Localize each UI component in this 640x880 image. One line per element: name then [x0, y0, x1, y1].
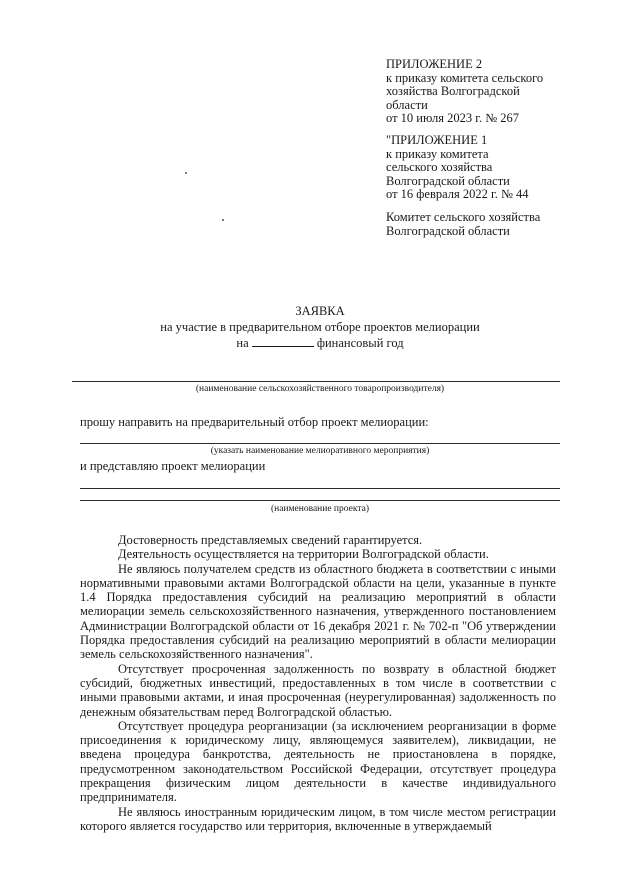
measure-fill-line[interactable]: [80, 443, 560, 444]
appendix-1-line: Волгоградской области: [386, 173, 510, 188]
present-text: и представляю проект мелиорации: [80, 459, 266, 473]
declarations-body: [80, 533, 556, 833]
project-fill-line-1[interactable]: [80, 488, 560, 489]
year-prefix: на: [236, 336, 249, 350]
appendix-1-block: [386, 134, 586, 202]
appendix-2-line: ПРИЛОЖЕНИЕ 2: [386, 57, 483, 71]
producer-caption: (наименование сельскохозяйственного товаропроизводителя): [195, 384, 445, 394]
declaration-paragraph: Деятельность осуществляется на территории Волгоградской области.: [118, 547, 489, 562]
appendix-2-line: к приказу комитета сельского: [386, 70, 544, 85]
year-blank[interactable]: [252, 346, 314, 347]
form-title: ЗАЯВКА: [295, 304, 345, 318]
appendix-2-line: области: [386, 97, 428, 112]
appendix-1-line: сельского хозяйства: [386, 160, 493, 175]
addressee-block: [386, 211, 586, 238]
appendix-1-line: к приказу комитета: [386, 146, 489, 161]
declaration-paragraph: Не являюсь иностранным юридическим лицом, в том числе местом регистрации которого является государство или территория, включенные в утверждаемый: [80, 804, 556, 833]
scan-speck: [185, 172, 187, 174]
declaration-paragraph: Достоверность представляемых сведений гарантируется.: [118, 533, 423, 547]
measure-caption: (указать наименование мелиоративного мероприятия): [210, 446, 430, 456]
addressee-line: Волгоградской области: [386, 223, 510, 238]
request-text: прошу направить на предварительный отбор проект мелиорации:: [80, 415, 429, 429]
form-subtitle: на участие в предварительном отборе проектов мелиорации: [160, 320, 480, 334]
declaration-paragraph: Не являюсь получателем средств из областного бюджета в соответствии с иными нормативными правовыми актами Волгоградской области на цели, указанные в пункте 1.4 Порядка предоставления субсидий на реализацию мероприятий в области мелиорации земель сельскохозяйственного назначения, утвержденного постановлением Администрации Волгоградской области от 16 декабря 2021 г. № 702-п "Об утверждении Порядка предоставления субсидий на реализацию мероприятий в области мелиорации земель сельскохозяйственного назначения".: [80, 561, 556, 662]
declaration-paragraph: Отсутствует просроченная задолженность по возврату в областной бюджет субсидий, бюджетных инвестиций, предоставленных в том числе в соответствии с иными правовыми актами, и иная просроченная (неурегулированная) задолженность по денежным обязательствам перед Волгоградской областью.: [80, 661, 556, 719]
project-caption: (наименование проекта): [270, 504, 369, 514]
appendix-2-line: хозяйства Волгоградской: [386, 84, 520, 99]
appendix-1-line: от 16 февраля 2022 г. № 44: [386, 187, 529, 202]
financial-year-line: [0, 336, 640, 351]
year-suffix: финансовый год: [316, 336, 404, 350]
appendix-2-line: от 10 июля 2023 г. № 267: [386, 111, 520, 126]
producer-fill-line[interactable]: [72, 381, 560, 382]
appendix-2-block: [386, 58, 586, 126]
scan-speck: [222, 219, 224, 221]
addressee-line: Комитет сельского хозяйства: [386, 210, 541, 224]
appendix-1-line: "ПРИЛОЖЕНИЕ 1: [386, 133, 488, 147]
declaration-paragraph: Отсутствует процедура реорганизации (за исключением реорганизации в форме присоединения к юридическому лицу, являющемуся заявителем), ликвидации, не введена процедура банкротства, деятельность не приостановлена в порядке, предусмотренном законодательством Российской Федерации, отсутствует процедура прекращения физическим лицом деятельности в качестве индивидуального предпринимателя.: [80, 718, 556, 805]
project-fill-line-2[interactable]: [80, 500, 560, 501]
